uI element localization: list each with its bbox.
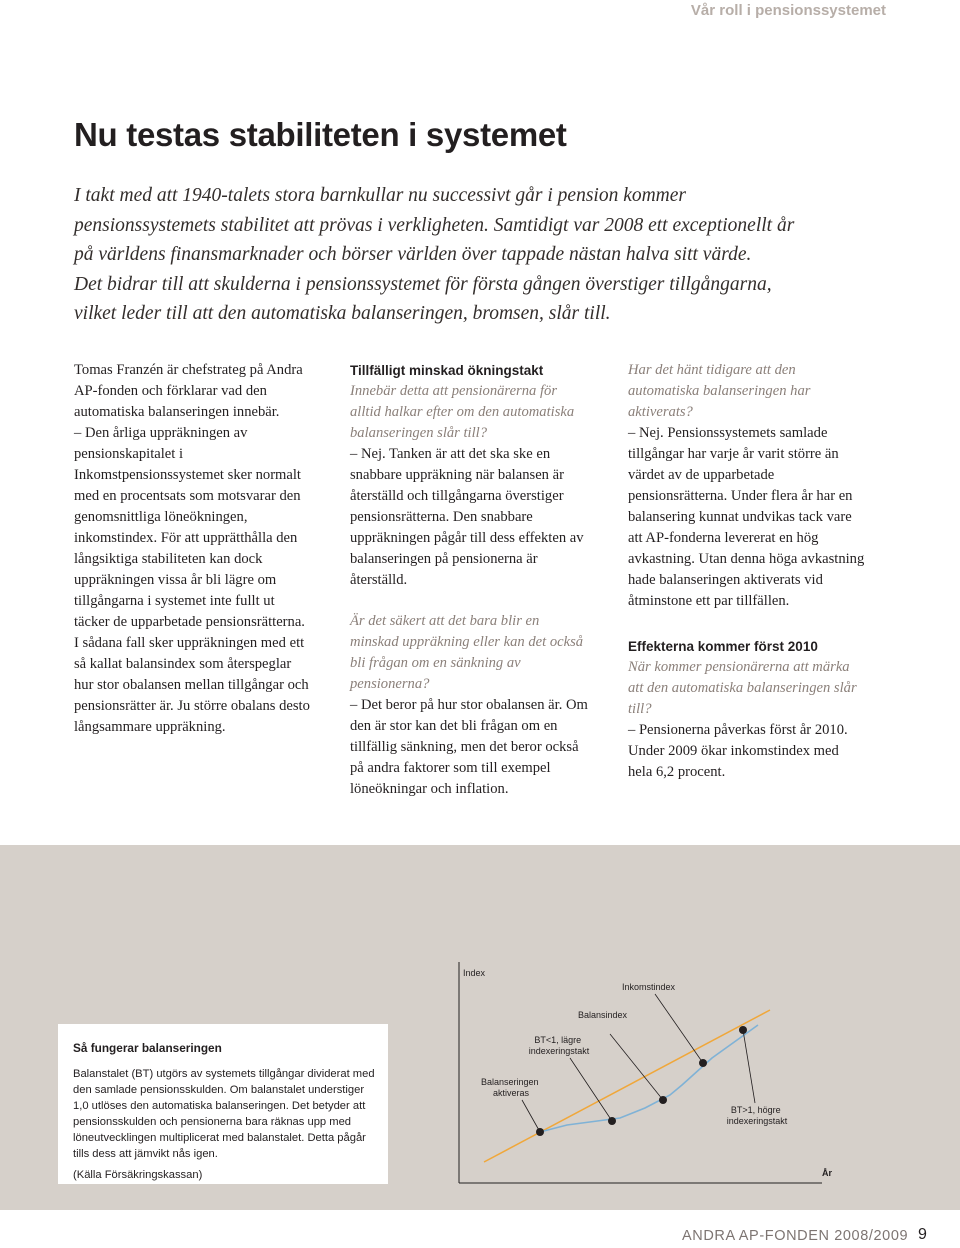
- annotation-line: BT>1, högre: [730, 1105, 781, 1115]
- annotation-line: BT<1, lägre: [534, 1035, 582, 1045]
- page-number: 9: [918, 1226, 927, 1243]
- question: Har det hänt tidigare att den automatiska balanseringen har aktiverats?: [628, 362, 811, 420]
- annotation-balansindex: Balansindex: [578, 1010, 628, 1020]
- body-paragraph: – Den årliga uppräkningen av pensionskapitalet i Inkomstpensionssystemet sker normalt med en procentsats som motsvarar den genomsnittliga löneökningen, inkomstindex. För att upprätthålla den långsiktiga stabiliteten kan dock uppräkningen vissa år bli lägre om tillgångarna i systemet inte fullt ut täcker de upparbetade pensionsrätterna. I sådana fall sker uppräkningen med ett så kallat balansindex som återspeglar hur stor obalansen mellan tillgångar och pensionsrätter är. Ju större obalans desto långsammare uppräkning.: [74, 425, 310, 735]
- annotation-line: aktiveras: [492, 1088, 530, 1098]
- answer: – Pensionerna påverkas först år 2010. Under 2009 ökar inkomstindex med hela 6,2 procent.: [628, 722, 848, 780]
- annotation-bt-low: [529, 1035, 590, 1056]
- lead-paragraph: Det bidrar till att skulderna i pensionssystemet för första gången överstiger tillgångarna, vilket leder till att den automatiska balanseringen, bromsen, slår till.: [74, 273, 772, 324]
- info-box-title: Så fungerar balanseringen: [73, 1041, 222, 1055]
- y-axis-label: Index: [463, 968, 486, 978]
- subheading: Tillfälligt minskad ökningstakt: [350, 363, 544, 378]
- leader-line: [570, 1058, 612, 1121]
- x-axis-label: År: [822, 1168, 833, 1178]
- question: Innebär detta att pensionärerna för alltid halkar efter om den automatiska balanseringen slår till?: [350, 383, 575, 441]
- subheading: Effekterna kommer först 2010: [628, 639, 818, 654]
- leader-line: [743, 1030, 755, 1103]
- info-box-body: Balanstalet (BT) utgörs av systemets tillgångar dividerat med den samlade pensionsskulden. Om balanstalet understiger 1,0 utlöses den automatiska balanseringen. Det betyder att pensionsskulden och pensionerna bara räknas upp med löneutvecklingen multiplicerat med balanstalet. Detta pågår tills dess att jämvikt nås igen.: [73, 1068, 375, 1160]
- section-header: Vår roll i pensionssystemet: [690, 2, 886, 19]
- publication-footer: ANDRA AP-FONDEN 2008/2009: [682, 1228, 909, 1244]
- annotation-bt-high: [727, 1105, 788, 1126]
- leader-line: [522, 1100, 540, 1132]
- leader-line: [655, 994, 703, 1063]
- annotation-aktiveras: [481, 1077, 541, 1098]
- info-box-source: (Källa Försäkringskassan): [73, 1169, 203, 1181]
- page-title: Nu testas stabiliteten i systemet: [74, 116, 567, 153]
- annotation-line: indexeringstakt: [528, 1046, 590, 1056]
- annotation-line: Balanseringen: [480, 1077, 539, 1087]
- question: När kommer pensionärerna att märka att den automatiska balanseringen slår till?: [628, 659, 857, 717]
- answer: – Nej. Tanken är att det ska ske en snabbare uppräkning när balansen är återställd och tillgångarna överstiger pensionsrätterna. Den snabbare uppräkningen pågår till dess effekten av balanseringen på pensionerna är återställd.: [350, 446, 584, 588]
- intro-paragraph: Tomas Franzén är chefstrateg på Andra AP-fonden och förklarar vad den automatiska balanseringen innebär.: [74, 362, 303, 420]
- question: Är det säkert att det bara blir en minskad uppräkning eller kan det också bli frågan om en sänkning av pensionerna?: [350, 613, 584, 692]
- answer: – Det beror på hur stor obalansen är. Om den är stor kan det bli frågan om en tillfällig sänkning, men det beror också på andra faktorer som till exempel löneökningar och inflation.: [350, 697, 588, 797]
- annotation-line: indexeringstakt: [726, 1116, 788, 1126]
- answer: – Nej. Pensionssystemets samlade tillgångar har varje år varit större än värdet av de upparbetade pensionsrätterna. Under flera år har en balansering kunnat undvikas tack vare att AP-fonderna levererat en hög avkastning. Utan denna höga avkastning hade balanseringen aktiverats vid åtminstone ett par tillfällen.: [628, 425, 865, 609]
- annotation-inkomstindex: Inkomstindex: [622, 982, 676, 992]
- lead-paragraph: I takt med att 1940-talets stora barnkullar nu successivt går i pension kommer pensionssystemets stabilitet att prövas i verkligheten. Samtidigt var 2008 ett exceptionellt år på världens finansmarknader och börser världen över tappade nästan halva sitt värde.: [74, 185, 795, 265]
